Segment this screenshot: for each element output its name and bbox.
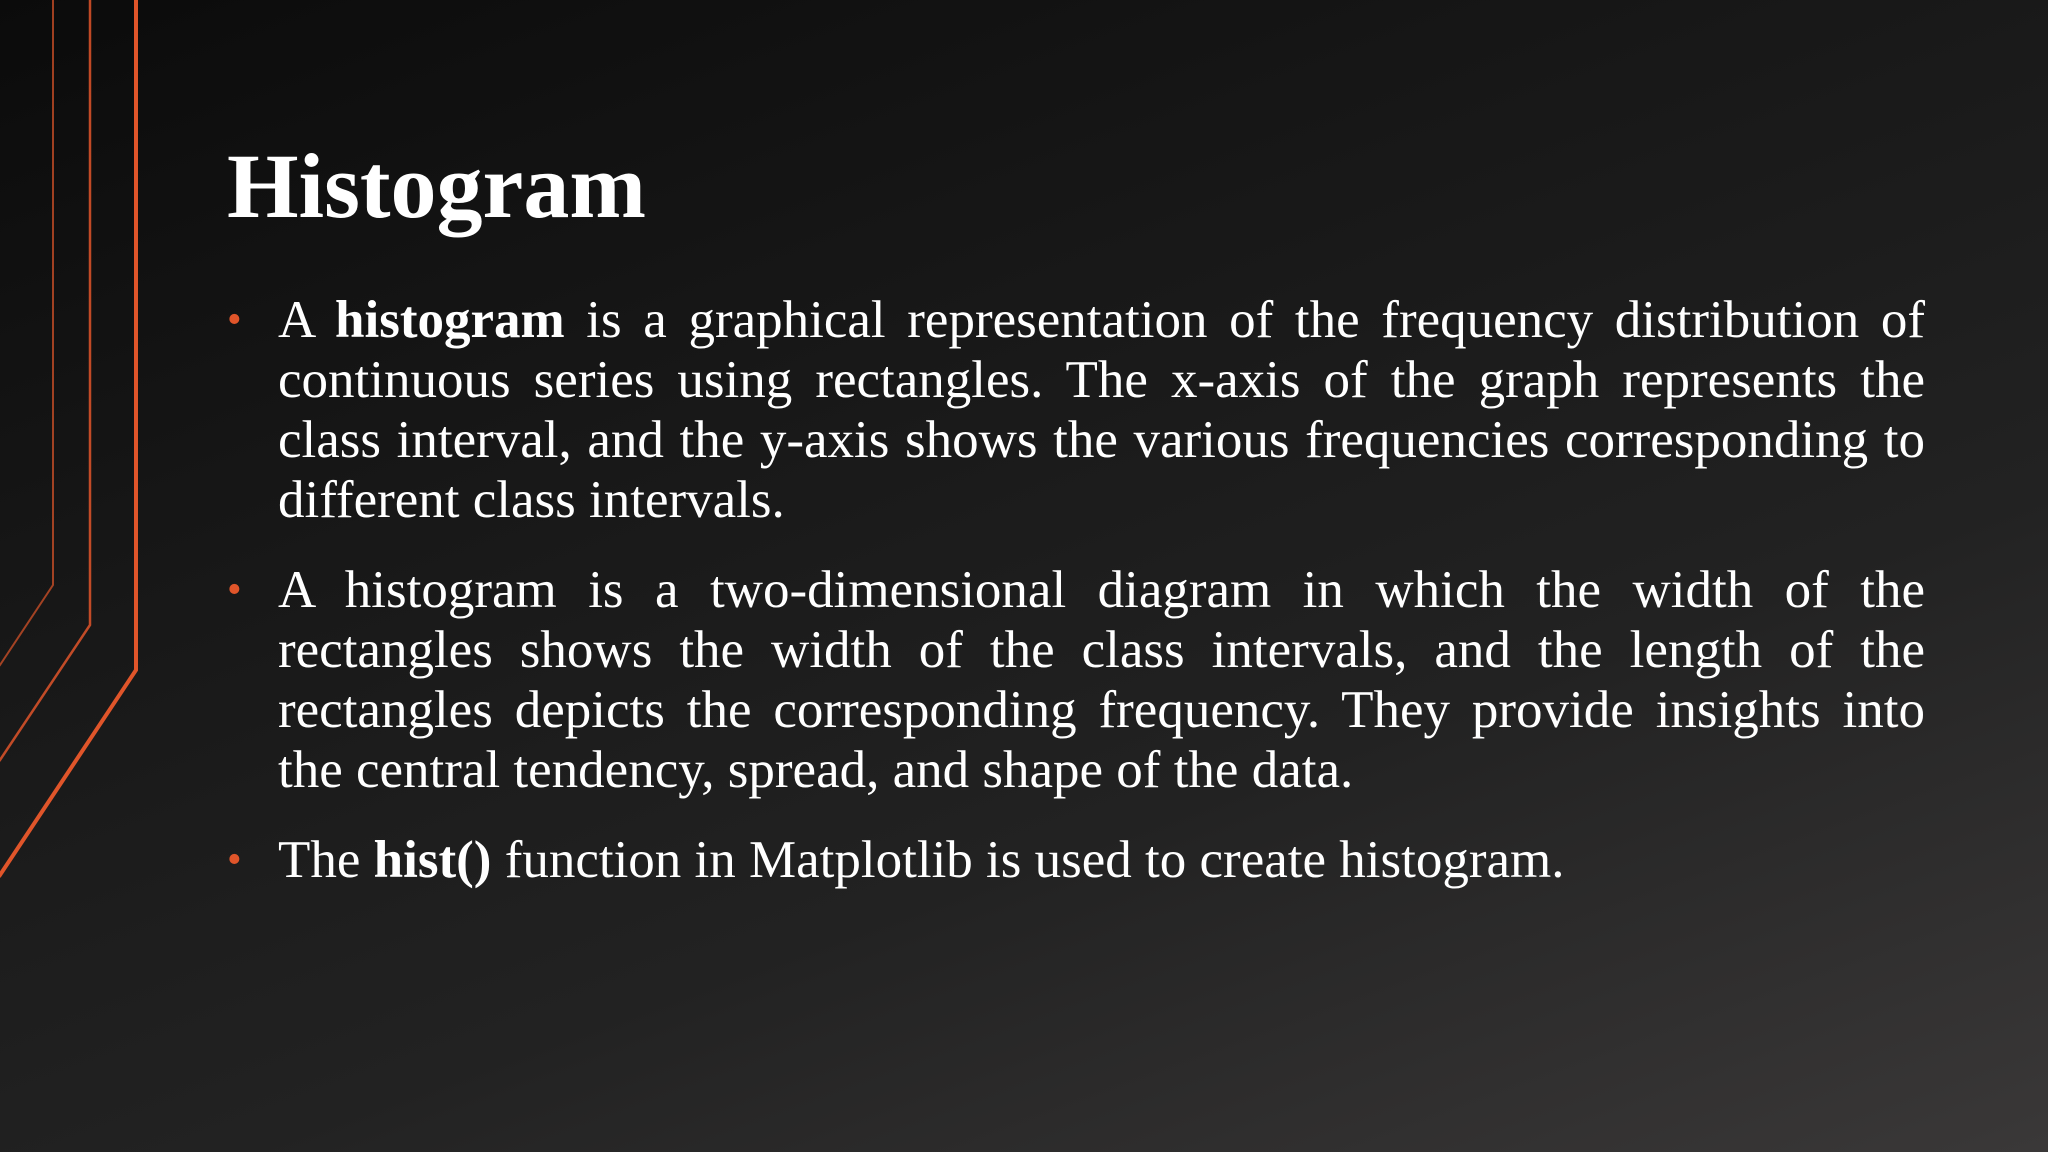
bullet-text: A histogram is a two-dimensional diagram in which the width of the rectangles shows the width of the class intervals, and the length of the rectangles depicts the corresponding frequency. They provide insights into the central tendency, spread, and shape of the data. bbox=[278, 561, 1925, 799]
bullet-marker: • bbox=[227, 297, 242, 343]
bullet-text-bold: hist() bbox=[373, 831, 492, 889]
bullet-marker: • bbox=[227, 837, 242, 883]
bullet-text-prefix: The bbox=[278, 831, 374, 889]
decorative-accent-lines bbox=[0, 0, 160, 1152]
bullet-text-rest: function in Matplotlib is used to create histogram. bbox=[491, 831, 1565, 889]
bullet-item bbox=[227, 290, 1925, 530]
bullet-marker: • bbox=[227, 567, 242, 613]
accent-line-inner bbox=[0, 0, 53, 665]
bullet-text-rest: is a graphical representation of the frequency distribution of continuous series using rectangles. The x-axis of the graph represents the class interval, and the y-axis shows the various frequencies corresponding to different class intervals. bbox=[278, 291, 1925, 529]
bullet-list bbox=[227, 290, 1925, 920]
bullet-text-prefix: A bbox=[278, 291, 335, 349]
bullet-item bbox=[227, 560, 1925, 800]
bullet-item bbox=[227, 830, 1925, 890]
slide-title: Histogram bbox=[227, 135, 647, 237]
accent-line-outer bbox=[0, 0, 136, 875]
bullet-text-bold: histogram bbox=[335, 291, 565, 349]
